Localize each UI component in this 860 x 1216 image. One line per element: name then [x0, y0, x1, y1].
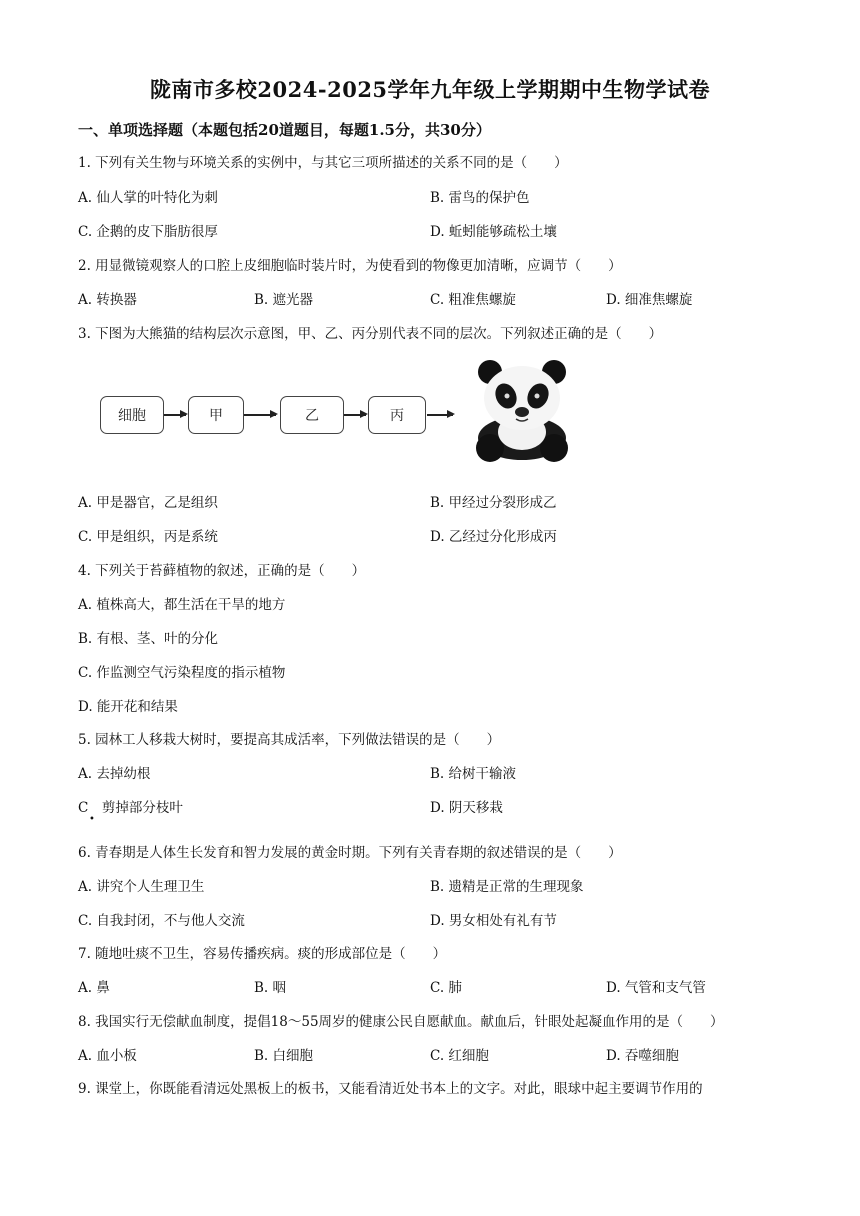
q2-option-b: B. 遮光器: [254, 292, 314, 308]
question-5-stem: 5. 园林工人移栽大树时，要提高其成活率，下列做法错误的是（ ）: [78, 732, 501, 748]
giant-panda-image: [466, 356, 578, 464]
question-8-stem: 8. 我国实行无偿献血制度，提倡18～55周岁的健康公民自愿献血。献血后，针眼处起凝血作用的是（ ）: [78, 1014, 724, 1030]
diagram-box-jia: 甲: [188, 396, 244, 434]
q7-option-b: B. 咽: [254, 980, 287, 996]
q3-option-c: C. 甲是组织，丙是系统: [78, 529, 218, 545]
q1-option-b: B. 雷鸟的保护色: [430, 190, 530, 206]
q2-option-d: D. 细准焦螺旋: [606, 292, 693, 308]
question-2-stem: 2. 用显微镜观察人的口腔上皮细胞临时装片时，为使看到的物像更加清晰，应调节（ ）: [78, 258, 622, 274]
question-6-stem: 6. 青春期是人体生长发育和智力发展的黄金时期。下列有关青春期的叙述错误的是（ ）: [78, 845, 622, 861]
q1-option-d: D. 蚯蚓能够疏松土壤: [430, 224, 557, 240]
question-7-stem: 7. 随地吐痰不卫生，容易传播疾病。痰的形成部位是（ ）: [78, 946, 447, 962]
question-9-stem: 9. 课堂上，你既能看清远处黑板上的板书，又能看清近处书本上的文字。对此，眼球中起主要调节作用的: [78, 1081, 703, 1097]
q8-option-d: D. 吞噬细胞: [606, 1048, 679, 1064]
q1-option-c: C. 企鹅的皮下脂肪很厚: [78, 224, 218, 240]
q4-option-a: A. 植株高大，都生活在干旱的地方: [78, 597, 286, 613]
q2-option-a: A. 转换器: [78, 292, 137, 308]
q8-option-b: B. 白细胞: [254, 1048, 314, 1064]
diagram-box-yi: 乙: [280, 396, 344, 434]
question-4-stem: 4. 下列关于苔藓植物的叙述，正确的是（ ）: [78, 563, 366, 579]
q8-option-a: A. 血小板: [78, 1048, 137, 1064]
q2-option-c: C. 粗准焦螺旋: [430, 292, 516, 308]
diagram-box-cell: 细胞: [100, 396, 164, 434]
arrow-icon: [164, 414, 186, 416]
arrow-icon: [344, 414, 366, 416]
q4-option-d: D. 能开花和结果: [78, 699, 178, 715]
q4-option-c: C. 作监测空气污染程度的指示植物: [78, 665, 286, 681]
q1-option-a: A. 仙人掌的叶特化为刺: [78, 190, 218, 206]
q4-option-b: B. 有根、茎、叶的分化: [78, 631, 219, 647]
structure-level-diagram: [100, 396, 460, 436]
page-title: 陇南市多校2024-2025学年九年级上学期期中生物学试卷: [149, 77, 711, 102]
q8-option-c: C. 红细胞: [430, 1048, 489, 1064]
q3-option-a: A. 甲是器官，乙是组织: [78, 495, 218, 511]
q6-option-c: C. 自我封闭，不与他人交流: [78, 913, 245, 929]
q6-option-d: D. 男女相处有礼有节: [430, 913, 557, 929]
q6-option-b: B. 遗精是正常的生理现象: [430, 879, 584, 895]
question-1-stem: 1. 下列有关生物与环境关系的实例中，与其它三项所描述的关系不同的是（ ）: [78, 155, 568, 171]
q5-option-a: A. 去掉幼根: [78, 766, 151, 782]
q7-option-c: C. 肺: [430, 980, 462, 996]
q5-option-c: C 剪掉部分枝叶: [78, 800, 183, 816]
stray-dot: •: [89, 814, 95, 825]
q7-option-d: D. 气管和支气管: [606, 980, 706, 996]
q7-option-a: A. 鼻: [78, 980, 110, 996]
q3-option-d: D. 乙经过分化形成丙: [430, 529, 557, 545]
q5-option-b: B. 给树干输液: [430, 766, 517, 782]
q3-option-b: B. 甲经过分裂形成乙: [430, 495, 557, 511]
arrow-icon: [427, 414, 453, 416]
q5-option-d: D. 阴天移栽: [430, 800, 503, 816]
q6-option-a: A. 讲究个人生理卫生: [78, 879, 205, 895]
arrow-icon: [244, 414, 276, 416]
question-3-stem: 3. 下图为大熊猫的结构层次示意图，甲、乙、丙分别代表不同的层次。下列叙述正确的是（ ）: [78, 326, 663, 342]
section-heading: 一、单项选择题（本题包括20道题目，每题1.5分，共30分）: [78, 121, 491, 139]
diagram-box-bing: 丙: [368, 396, 426, 434]
